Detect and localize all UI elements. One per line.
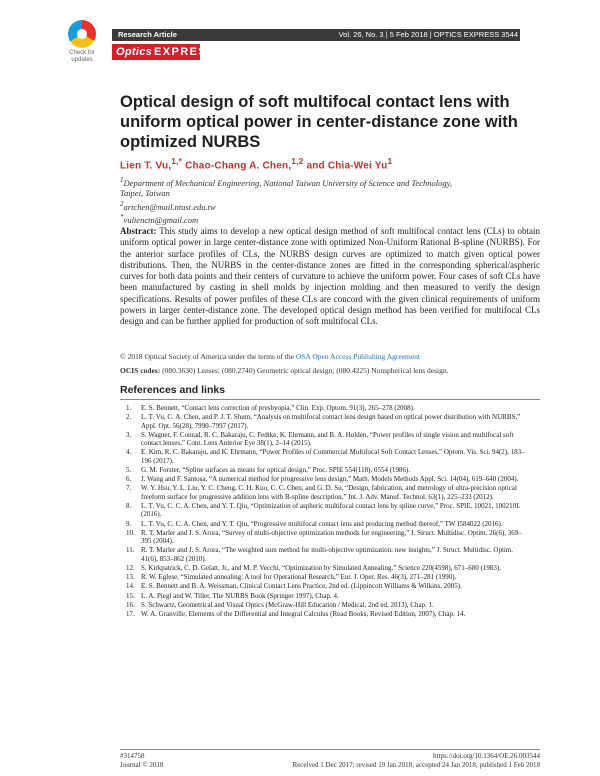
reference-text: S. Schwartz, Geometrical and Visual Optics (McGraw-Hill Education / Medical, 2nd ed, 2013), Chap. 1.	[141, 600, 434, 609]
reference-number: 2.	[126, 413, 132, 422]
reference-number: 7.	[126, 484, 132, 493]
reference-item	[126, 582, 531, 590]
email-2[interactable]: vulienctn@gmail.com	[123, 214, 199, 225]
crossmark-badge[interactable]	[60, 20, 104, 68]
ocis-text: (080.3630) Lenses; (080.2740) Geometric optical design; (080.4225) Nonspherical lens design.	[162, 366, 449, 375]
reference-number: 17.	[126, 610, 135, 619]
reference-text: W. Y. Hsu, Y. L. Liu, Y. C. Cheng, C. H. Kuo, C. C. Chen, and G. D. Su, “Design, fabrication, and metrology of ultra-precision optical freeform surface for progressive addition lens with B-spline description,” Int. J. Adv. Manuf. Technol. 63(1), 225–233 (2012).	[141, 484, 517, 501]
reference-number: 14.	[126, 582, 135, 591]
reference-list	[126, 404, 531, 619]
author-1-sup: 1,*	[171, 156, 183, 166]
copyright-text: © 2018 Optical Society of America under the terms of the	[120, 352, 294, 361]
reference-text: R. W. Eglese, “Simulated annealing: A tool for Operational Research,” Eur. J. Oper. Res. 46(3), 271–281 (1990).	[141, 573, 457, 582]
reference-number: 12.	[126, 563, 135, 572]
reference-item	[126, 529, 531, 546]
reference-item	[126, 601, 531, 609]
reference-number: 4.	[126, 448, 132, 457]
reference-text: L. T. Vu, C. A. Chen, and P. J. T. Shum, “Analysis on multifocal contact lens design based on optical power distribution with NURBS,” Appl. Opt. 56(28), 7990–7997 (2017).	[141, 413, 521, 430]
abstract	[120, 226, 540, 327]
ocis-codes	[120, 366, 540, 375]
article-id: #314758	[120, 752, 145, 760]
reference-text: S. Wagner, F. Conrad, R. C. Bakaraju, C. Fedtke, K. Ehrmann, and B. A. Holden, “Power profiles of single vision and multifocal soft contact lenses,” Cont. Lens Anterior Eye 38(1), 2–14 (2015).	[141, 430, 514, 448]
reference-item	[126, 502, 531, 519]
journal-logo-part1: Optics	[116, 46, 153, 58]
reference-number: 5.	[126, 465, 132, 474]
reference-item	[126, 573, 531, 581]
reference-text: L. T. Vu, C. C. A. Chen, and Y. T. Qiu, “Progressive multifocal contact lens and producing method thereof,” TW I584022 (2016).	[141, 519, 503, 528]
author-2: Chao-Chang A. Chen,	[185, 160, 292, 172]
reference-item	[126, 484, 531, 501]
reference-item	[126, 564, 531, 572]
publication-dates: Received 1 Dec 2017; revised 19 Jan 2018; accepted 24 Jan 2018; published 1 Feb 2018	[292, 760, 540, 769]
reference-text: L. T. Vu, C. C. A. Chen, and Y. T. Qiu, “Optimization of aspheric multifocal contact lens by spline curve,” Proc. SPIE. 10021, 100210L (2016).	[141, 502, 521, 519]
reference-item	[126, 475, 531, 483]
ocis-label: OCIS codes:	[120, 366, 161, 375]
doi-link[interactable]: https://doi.org/10.1364/OE.26.003544	[433, 752, 540, 760]
author-list	[120, 156, 540, 171]
affiliations	[120, 175, 540, 225]
reference-number: 15.	[126, 591, 135, 600]
reference-item	[126, 448, 531, 465]
affil-sup-3: *	[120, 213, 124, 222]
reference-item	[126, 592, 531, 600]
reference-item	[126, 431, 531, 448]
reference-text: G. M. Forster, “Spline surfaces as means for optical design,” Proc. SPIE 554(118), 0554 (1986).	[141, 465, 411, 474]
reference-number: 1.	[126, 404, 132, 412]
reference-number: 3.	[126, 430, 132, 439]
license-link[interactable]: OSA Open Access Publishing Agreement	[295, 352, 421, 361]
reference-text: E. S. Bennett, “Contact lens correction of presbyopia,” Clin. Exp. Optom. 91(3), 265–278 (2008).	[141, 404, 415, 412]
affil-sup-1: 1	[120, 176, 124, 184]
reference-number: 16.	[126, 600, 135, 609]
reference-text: J. Wang and F. Santosa, “A numerical method for progressive lens design,” Math. Models Methods Appl. Sci. 14(04), 619–640 (2004).	[141, 475, 519, 484]
abstract-text: This study aims to develop a new optical design method of soft multifocal contact lens (CLs) to obtain uniform optical power in large center-distance zone with optimized Non-Uniform Rational B-spline (NURBS). For the anterior surface profiles of CLs, the NURBS design curves are optimized to match given optical power distributions. Then, the NURBS in the center-distance zones are fitted in the corresponding spherical/aspheric curves for both data points and their centers of curvature to achieve the uniform power. Four cases of soft CLs have been manufactured by casting in shell molds by injection molding and then measured to verify the design specifications. Results of power profiles of these CLs are concord with the given clinical requirements of uniform powers in larger center-distance zone. The developed optical design method has been verified for multifocal CLs design and can be further applied for production of soft multifocal CLs.	[120, 226, 540, 326]
crossmark-icon	[68, 20, 96, 48]
abstract-label: Abstract:	[120, 226, 157, 236]
affil-line-1: Department of Mechanical Engineering, National Taiwan University of Science and Technology,	[123, 177, 453, 188]
issue-info: Vol. 26, No. 3 | 5 Feb 2018 | OPTICS EXPRESS 3544	[338, 30, 518, 39]
journal-logo-part2: EXPRESS	[154, 46, 216, 58]
author-1: Lien T. Vu,	[120, 160, 172, 172]
reference-text: W. A. Granville, Elements of the Differential and Integral Calculus (Read Books, Revised Edition, 2007), Chap. 14.	[141, 610, 466, 619]
author-and: and	[306, 160, 325, 172]
reference-item	[126, 520, 531, 528]
reference-text: S. Kirkpatrick, C. D. Gelatt, Jr., and M. P. Vecchi, “Optimization by Simulated Annealing,” Science 220(4598), 671–680 (1983).	[141, 563, 501, 572]
reference-text: E. Kim, R. C. Bakaraju, and K. Ehrmann, “Power Profiles of Commercial Multifocal Soft Contact Lenses,” Optom. Vis. Sci. 94(2), 183–196 (2017).	[141, 448, 525, 465]
references-heading: References and links	[120, 384, 226, 396]
reference-item	[126, 404, 531, 412]
reference-number: 13.	[126, 573, 135, 582]
reference-number: 11.	[126, 546, 135, 555]
references-divider	[120, 399, 540, 400]
article-type: Research Article	[118, 30, 177, 39]
reference-item	[126, 610, 531, 618]
author-3: Chia-Wei Yu	[327, 160, 388, 172]
footer-left	[120, 752, 163, 769]
footer-divider	[120, 749, 540, 750]
author-3-sup: 1	[387, 156, 393, 166]
reference-text: E. S. Bennett and B. A. Weissman, Clinical Contact Lens Practice, 2nd ed. (Lippincott Williams & Wilkins, 2005).	[141, 582, 462, 591]
reference-number: 6.	[126, 475, 132, 484]
reference-text: R. T. Marler and J. S. Arora, “Survey of multi-objective optimization methods for engineering,” J. Struct. Multidisc. Optim. 26(6), 369–395 (2004).	[141, 528, 522, 546]
reference-number: 9.	[126, 519, 132, 528]
crossmark-label: Check for updates	[69, 50, 95, 63]
author-2-sup: 1,2	[291, 156, 304, 166]
reference-item	[126, 413, 531, 430]
reference-number: 8.	[126, 502, 132, 511]
copyright-line	[120, 352, 540, 361]
reference-text: L. A. Piegl and W. Tiller, The NURBS Book (Springer 1997), Chap. 4.	[141, 591, 339, 600]
journal-copyright: Journal © 2018	[120, 760, 164, 769]
affil-sup-2: 2	[120, 199, 124, 208]
affil-line-2: Taipei, Taiwan	[120, 188, 170, 199]
reference-item	[126, 546, 531, 563]
paper-title: Optical design of soft multifocal contact lens with uniform optical power in center-distance zone with optimized NURBS	[120, 93, 518, 151]
reference-number: 10.	[126, 528, 135, 537]
journal-logo	[116, 44, 216, 60]
reference-text: R. T. Marler and J. S. Arora, “The weighted sum method for multi-objective optimization: new insights,” J. Struct. Multidisc. Optim. 41(6), 853–862 (2010).	[141, 546, 514, 563]
reference-item	[126, 466, 531, 474]
email-1[interactable]: artchen@mail.ntust.edu.tw	[123, 201, 216, 212]
